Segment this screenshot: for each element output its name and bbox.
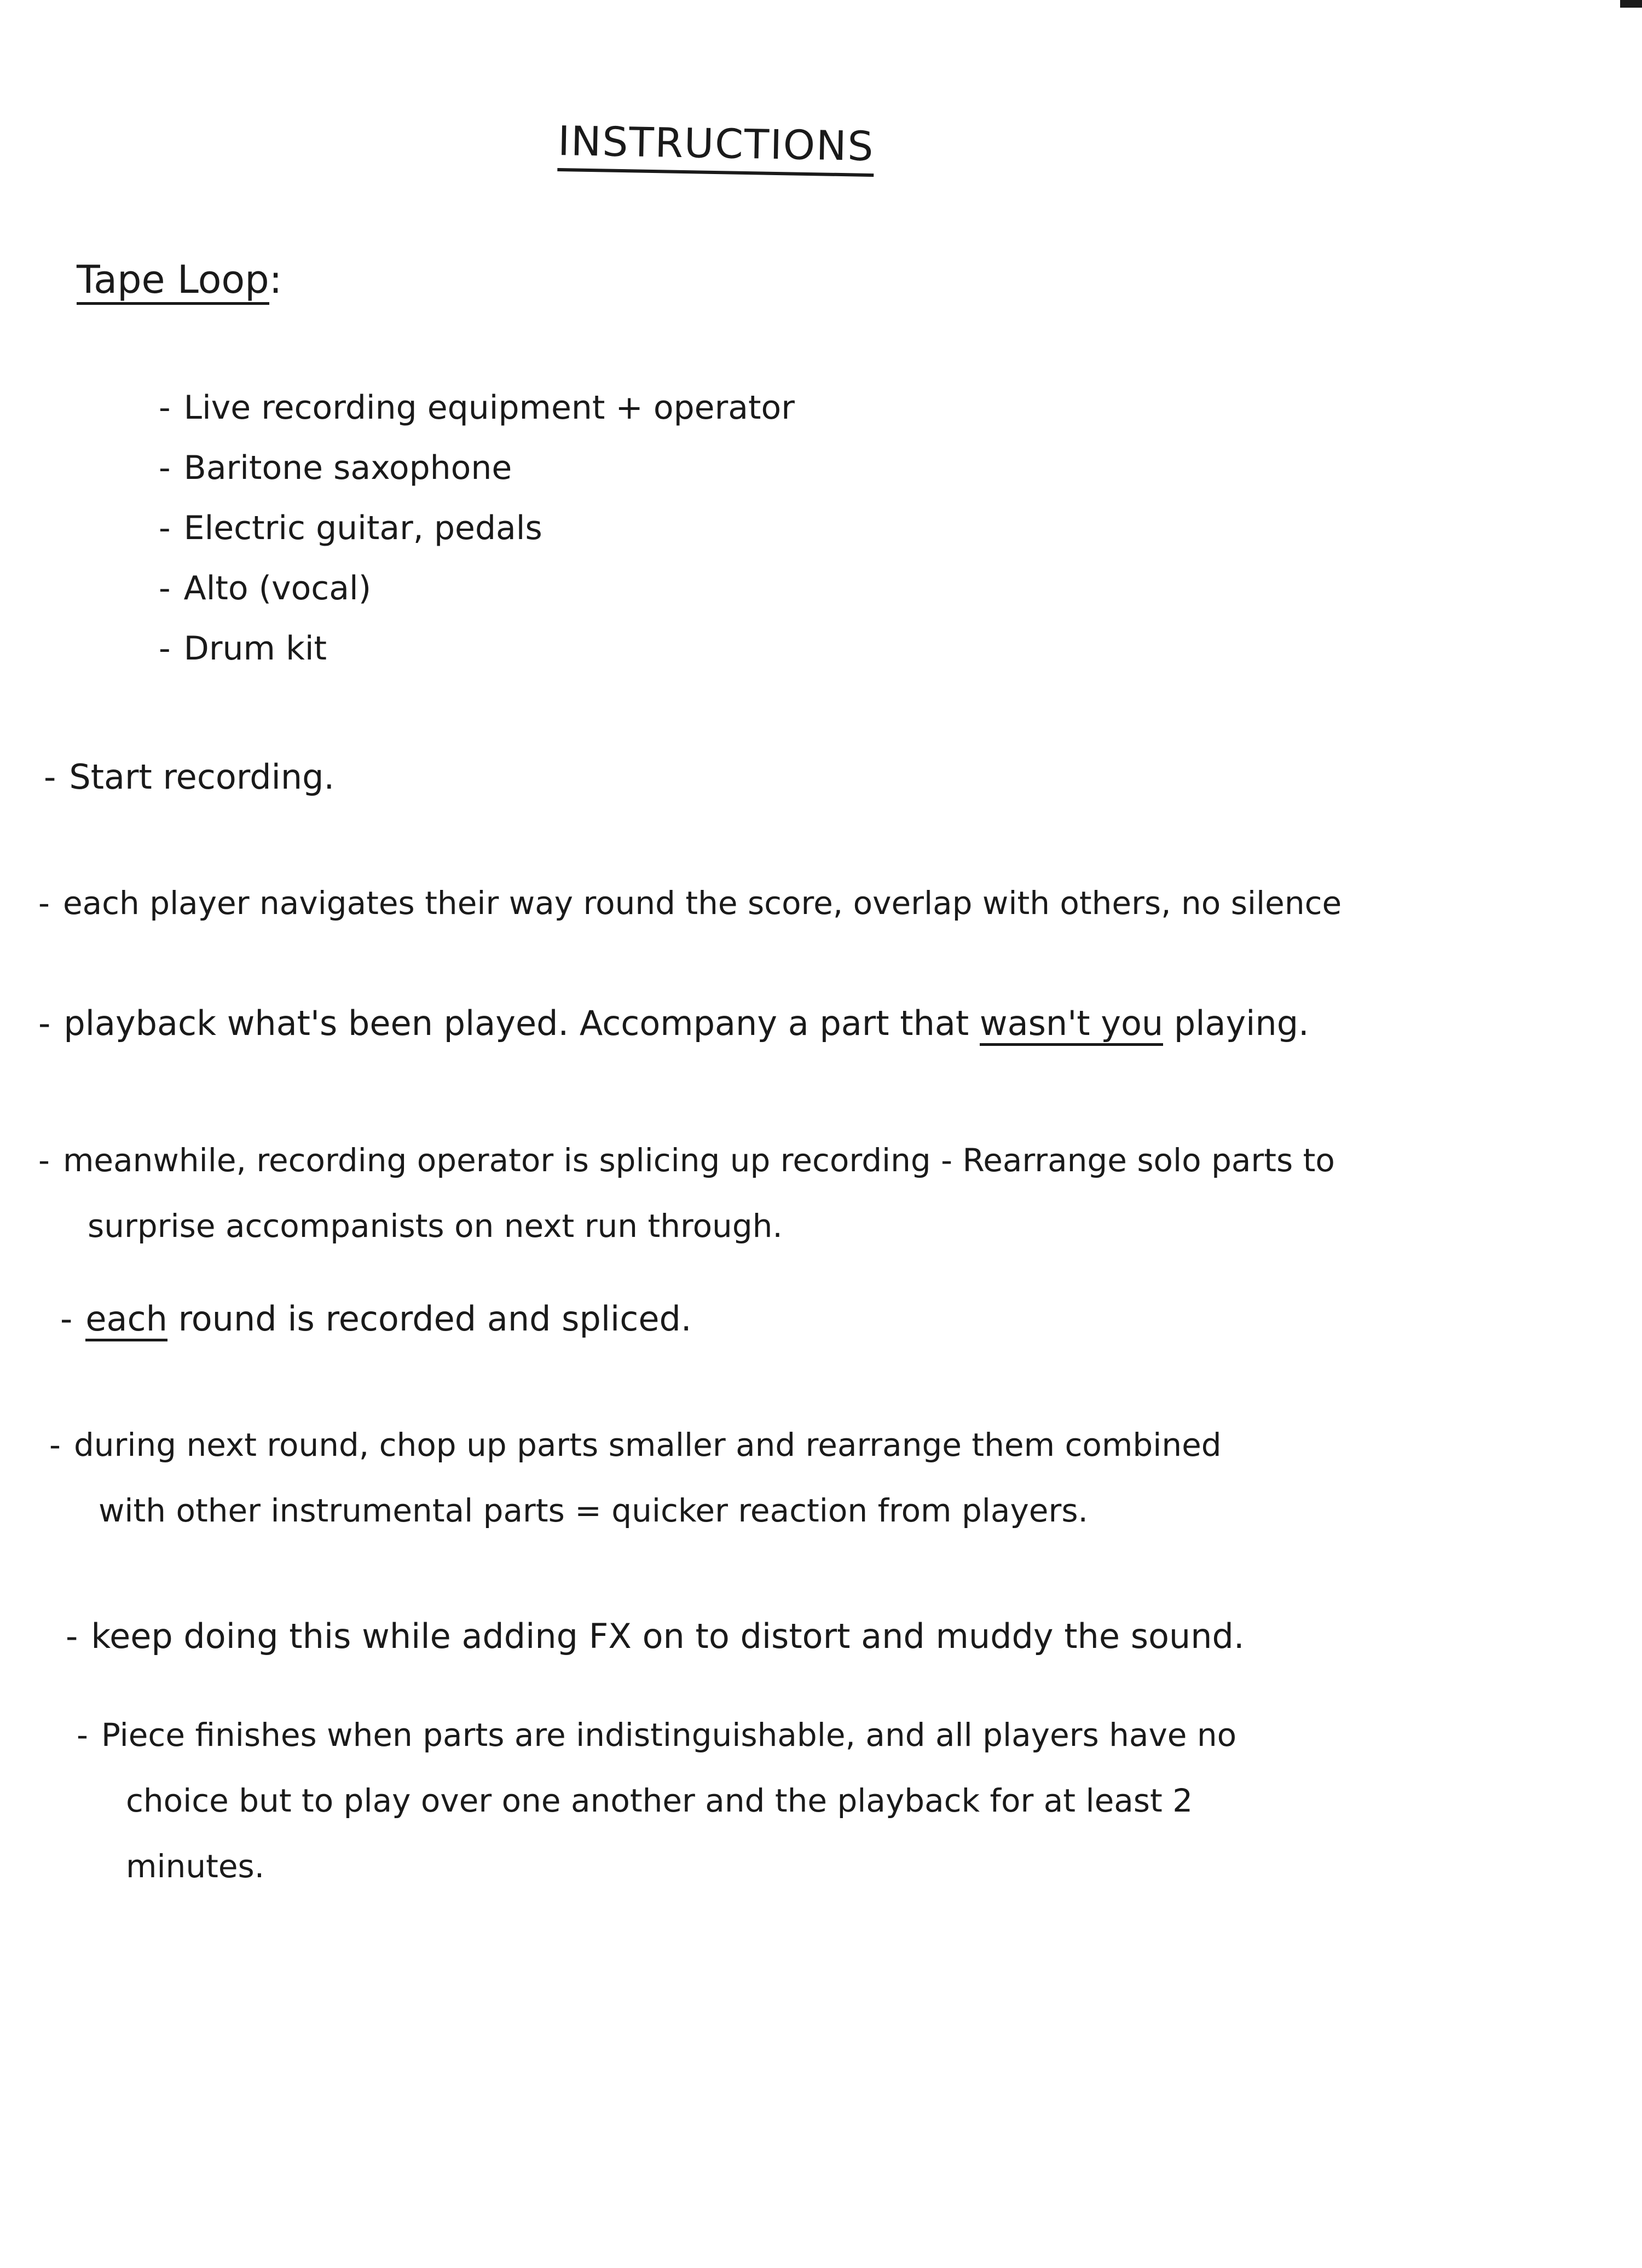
scan-corner-mark <box>1620 0 1642 8</box>
list-item: - Drum kit <box>159 629 327 668</box>
list-item: - Alto (vocal) <box>159 569 372 608</box>
step-navigate-score: - each player navigates their way round the score, overlap with others, no silence <box>38 884 1342 922</box>
step-start-recording: - Start recording. <box>44 757 335 797</box>
equipment-list <box>159 378 795 679</box>
step-add-fx: - keep doing this while adding FX on to distort and muddy the sound. <box>66 1616 1245 1656</box>
page-title: INSTRUCTIONS <box>557 118 875 177</box>
step-playback: - playback what's been played. Accompany a part that wasn't you playing. <box>38 991 1309 1056</box>
step-recorded-spliced: - each round is recorded and spliced. <box>60 1286 692 1352</box>
list-item: - Live recording equipment + operator <box>159 389 795 427</box>
list-item: - Electric guitar, pedals <box>159 509 542 547</box>
section-heading-text: Tape Loop <box>77 257 269 305</box>
section-heading <box>77 257 282 302</box>
section-heading-colon: : <box>269 257 282 302</box>
step-chop-up-parts: - during next round, chop up parts smaller and rearrange them combined with other instrumental parts = quicker reaction from players. <box>49 1426 1222 1529</box>
step-splicing: - meanwhile, recording operator is splicing up recording - Rearrange solo parts to surprise accompanists on next run through. <box>38 1142 1335 1245</box>
list-item: - Baritone saxophone <box>159 449 512 487</box>
step-piece-finishes: - Piece finishes when parts are indistinguishable, and all players have no choice but to play over one another and the playback for at least 2 minutes. <box>77 1716 1237 1885</box>
